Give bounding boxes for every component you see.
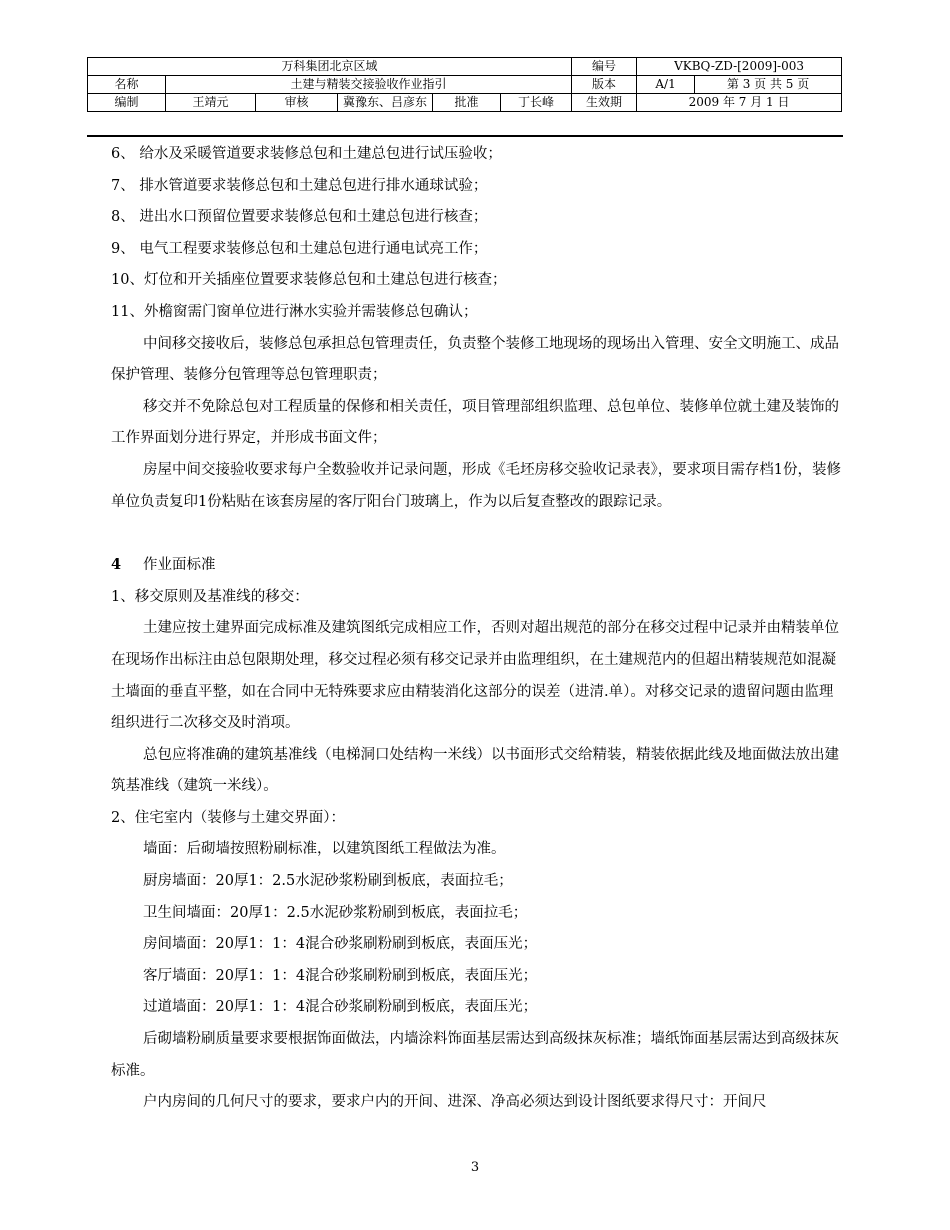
code-label: 编号 <box>572 58 637 76</box>
header-row-1 <box>88 58 842 76</box>
paragraph-responsibility: 移交并不免除总包对工程质量的保修和相关责任，项目管理部组织监理、总包单位、装修单位就土建及装饰的工作界面划分进行界定，并形成书面文件； <box>111 398 839 447</box>
reviewer-names: 冀豫东、吕彦东 <box>338 94 433 112</box>
name-label: 名称 <box>88 76 166 94</box>
subsection-title-1: 1、移交原则及基准线的移交： <box>111 588 309 605</box>
page-number: 3 <box>470 1160 480 1175</box>
page-info: 第 3 页 共 5 页 <box>695 76 842 94</box>
effective-label: 生效期 <box>572 94 637 112</box>
document-title: 土建与精装交接验收作业指引 <box>166 76 572 94</box>
paragraph-plaster-quality: 后砌墙粉刷质量要求要根据饰面做法，内墙涂料饰面基层需达到高级抹灰标准；墙纸饰面基层需达到高级抹灰标准。 <box>111 1031 839 1079</box>
paragraph-acceptance-record: 房屋中间交接验收要求每户全数验收并记录问题，形成《毛坯房移交验收记录表》，要求项目需存档1份，装修单位负责复印1份粘贴在该套房屋的客厅阳台门玻璃上，作为以后复查整改的跟踪记录。 <box>111 461 841 510</box>
paragraph-handover-principle: 土建应按土建界面完成标准及建筑图纸完成相应工作，否则对超出规范的部分在移交过程中记录并由精装单位在现场作出标注由总包限期处理，移交过程必须有移交记录并由监理组织，在土建规范内的但超出精装规范如混凝土墙面的垂直平整，如在合同中无特殊要求应由精装消化这部分的误差（进清.单）。对移交记录的遗留问题由监理组织进行二次移交及时消项。 <box>111 620 839 732</box>
approver-label: 批准 <box>433 94 501 112</box>
header-row-2 <box>88 76 842 94</box>
wall-spec: 卫生间墙面：20厚1：2.5水泥砂浆粉刷到板底，表面拉毛； <box>143 904 528 921</box>
header-divider <box>87 135 843 137</box>
version-value: A/1 <box>637 76 695 94</box>
effective-date: 2009 年 7 月 1 日 <box>637 94 842 112</box>
list-item: 6、 给水及采暖管道要求装修总包和土建总包进行试压验收； <box>111 146 502 162</box>
wall-spec: 客厅墙面：20厚1：1：4混合砂浆刷粉刷到板底，表面压光； <box>143 967 538 984</box>
list-item: 10、灯位和开关插座位置要求装修总包和土建总包进行核查； <box>111 272 507 289</box>
company-name: 万科集团北京区域 <box>88 58 572 76</box>
list-item: 8、 进出水口预留位置要求装修总包和土建总包进行核查； <box>111 209 488 226</box>
wall-spec: 墙面：后砌墙按照粉刷标准，以建筑图纸工程做法为准。 <box>143 841 506 858</box>
wall-spec: 厨房墙面：20厚1：2.5水泥砂浆粉刷到板底，表面拉毛； <box>143 873 513 890</box>
paragraph-room-dimensions: 户内房间的几何尺寸的要求，要求户内的开间、进深、净高必须达到设计图纸要求得尺寸：开间尺 <box>143 1094 767 1111</box>
section-heading <box>111 549 841 582</box>
paragraph-management: 中间移交接收后，装修总包承担总包管理责任，负责整个装修工地现场的现场出入管理、安全文明施工、成品保护管理、装修分包管理等总包管理职责； <box>111 335 839 384</box>
wall-spec: 房间墙面：20厚1：1：4混合砂浆刷粉刷到板底，表面压光； <box>143 936 538 953</box>
paragraph-baseline: 总包应将准确的建筑基准线（电梯洞口处结构一米线）以书面形式交给精装，精装依据此线及地面做法放出建筑基准线（建筑一米线）。 <box>111 746 839 795</box>
section-title: 作业面标准 <box>143 557 216 574</box>
author-label: 编制 <box>88 94 166 112</box>
reviewer-label: 审核 <box>256 94 338 112</box>
document-header-table <box>87 57 842 112</box>
document-body <box>111 139 841 1119</box>
list-item: 11、外檐窗需门窗单位进行淋水实验并需装修总包确认； <box>111 303 478 320</box>
section-number: 4 <box>111 556 122 574</box>
header-row-3 <box>88 94 842 112</box>
code-value: VKBQ-ZD-[2009]-003 <box>637 58 842 76</box>
wall-spec: 过道墙面：20厚1：1：4混合砂浆刷粉刷到板底，表面压光； <box>143 999 538 1016</box>
version-label: 版本 <box>572 76 637 94</box>
author-name: 王靖元 <box>166 94 256 112</box>
list-item: 7、 排水管道要求装修总包和土建总包进行排水通球试验； <box>111 177 488 194</box>
approver-name: 丁长峰 <box>501 94 572 112</box>
list-item: 9、 电气工程要求装修总包和土建总包进行通电试亮工作； <box>111 240 488 257</box>
subsection-title-2: 2、住宅室内（装修与土建交界面）： <box>111 809 345 826</box>
